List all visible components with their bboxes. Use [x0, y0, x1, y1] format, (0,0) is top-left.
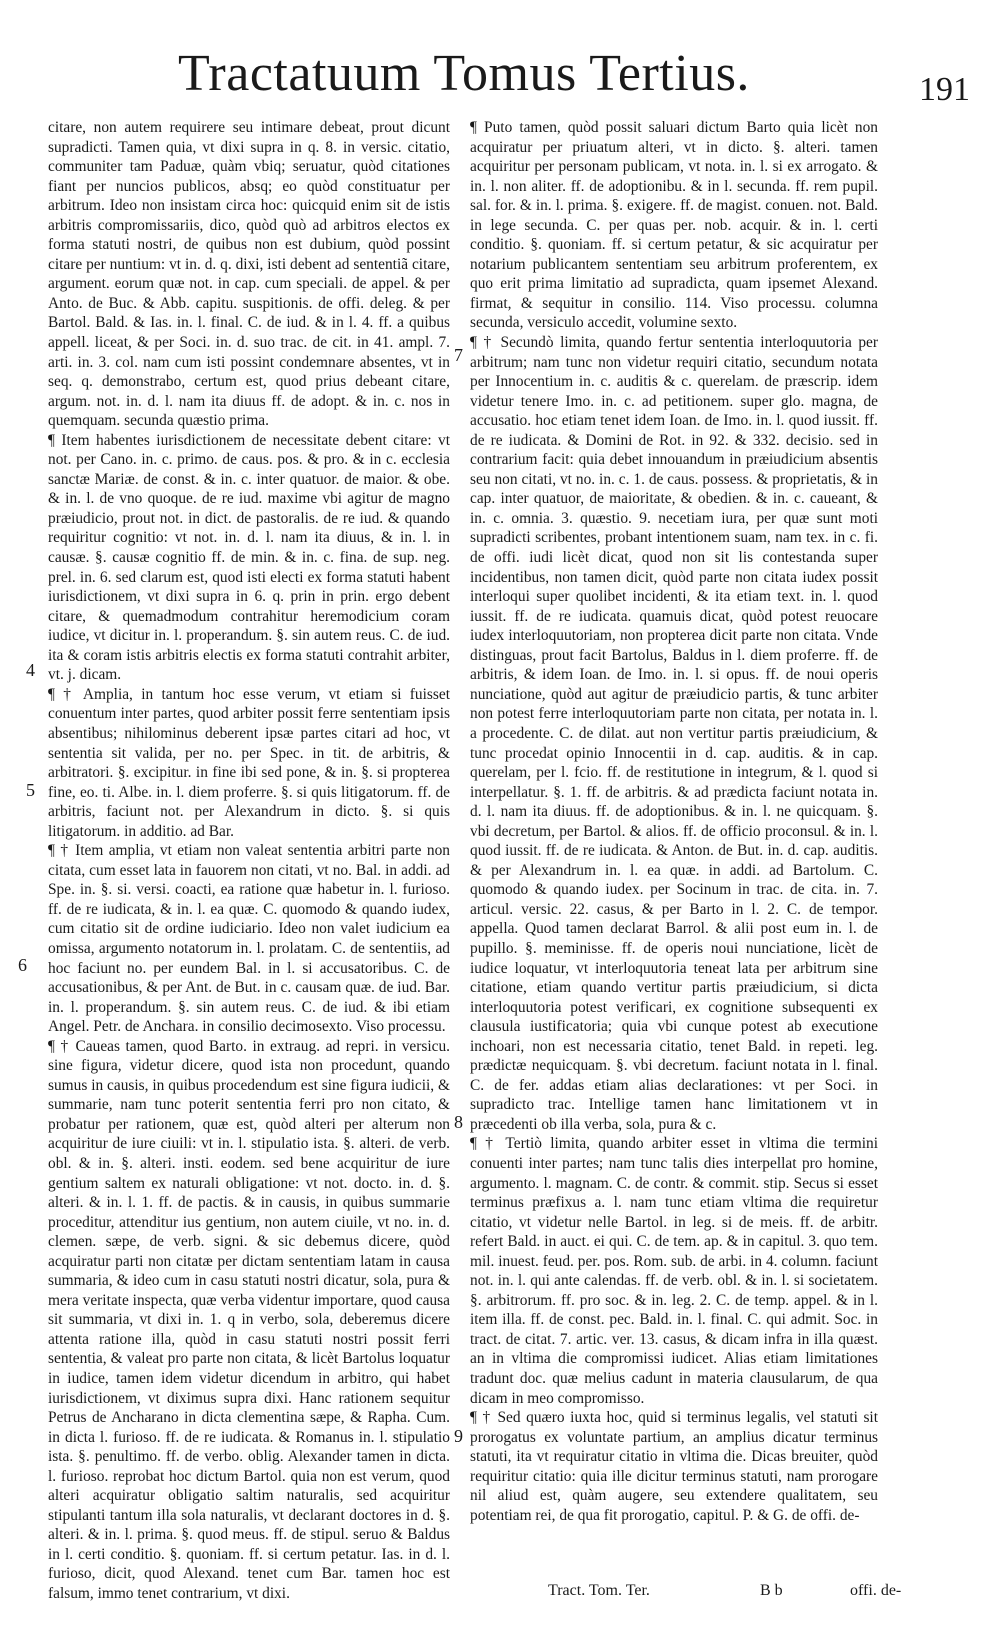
right-paragraph: ¶ † Sed quæro iuxta hoc, quid si terminus legalis, vel statuti sit prorogatus ex voluntate partium, an amplius dicatur terminus statuti, ita vt requiratur citatio in vltima die. Dicas breuiter, quòd requiritur citatio: quia ille dicitur terminus statuti, nam prorogare nil aliud est, quàm augere, seu extendere qualitatem, seu potentiam rei, de qua fit prorogatio, capitul. P. & G. de offi. de- — [470, 1409, 878, 1524]
right-paragraph: ¶ † Tertiò limita, quando arbiter esset in vltima die termini conuenti inter partes; nam tunc talis dies interpellat pro homine, argumento. l. magnam. C. de contr. & commit. stip. Secus si esset terminus præfixus a. l. nam tunc etiam vltima die requiretur citatio, vt videtur nelle Bartol. in leg. si de meis. ff. de arbitr. refert Bald. in auct. ei qui. C. de tem. ap. & in capitul. 3. quo tem. mil. inuest. feud. per. pos. Rom. sub. de arbi. in 4. column. faciunt not. in. l. qui ante calendas. ff. de verb. obl. & in. l. si societatem. §. arbitrorum. ff. pro soc. & in. leg. 2. C. de temp. appel. & in l. item illa. ff. de const. pec. Bald. in. l. final. C. qui admit. Soc. in tract. de citat. 7. artic. ver. 13. casus, & dicam infra in illa quæst. an in vltima die compromissi iudicet. Alias etiam limitationes tradunt doc. quæ melius cadunt in materia clausularum, de qua dicam in meo compromisso. — [470, 1135, 878, 1407]
left-paragraph: citare, non autem requirere seu intimare debeat, prout dicunt supradicti. Tamen quia, vt dixi supra in q. 8. in versic. citatio, communiter tam Paduæ, quàm vbiq; seruatur, quòd citationes fiant per nuncios publicos, absq; eo quòd constituatur per arbitrum. Ideo non insistam circa hoc: quicquid enim sit de istis arbitris compromissariis, dico, quòd quò ad arbitros electos ex forma statuti nostri, de quibus non est dubium, quòd possint citare per nuntium: vt in. d. q. dixi, isti debent ad sententiã citare, argument. eorum quæ not. in cap. cum speciali. de appel. & per Anto. de Buc. & Abb. capitu. suspitionis. de offi. deleg. & per Bartol. Bald. & Ias. in. l. final. C. de iud. & in l. 4. ff. a quibus appell. liceat, & per Soci. in. d. suo trac. de cit. in 41. ampl. 7. arti. in. 3. col. nam cum isti possint condemnare absentes, vt in seq. q. demonstrabo, certum est, quod prius debeant citare, argum. not. in. d. l. nam ita diuus ff. de adopt. & in. c. nos in quemquam. secunda quæstio prima. — [48, 119, 450, 430]
margin-number: 5 — [26, 780, 35, 800]
left-paragraph: ¶ † Amplia, in tantum hoc esse verum, vt etiam si fuisset conuentum inter partes, quod arbiter possit ferre sententiam ipsis absentibus; nihilominus deberent ipsæ partes citari ad hoc, vt sententia sit valida, per no. per Spec. in tit. de arbitris, & arbitratori. §. excipitur. in fine ibi sed pone, & in. §. si propterea fine, eo. ti. Albe. in. l. diem proferre. §. si quis litigatorum. ff. de arbitris, faciunt not. per Alexandrum in dicto. §. si quis litigatorum. in additio. ad Bar. — [48, 685, 450, 840]
left-column — [48, 118, 450, 1603]
left-paragraph: ¶ † Caueas tamen, quod Barto. in extraug. ad repri. in versicu. sine figura, videtur dicere, quod ista non procedunt, quando sumus in causis, in quibus procedendum est sine figura iudicii, & summarie, nam tunc poterit sententia ferri pro non citato, & probatur per rationem, quæ est, quòd alteri per alterum non acquiritur de iure ciuili: vt in. l. stipulatio ista. §. alteri. de verb. obl. & in. §. alteri. insti. eodem. sed bene acquiritur de iure gentium saltem ex naturali obligatione: vt not. docto. in. d. §. alteri. & in. l. 1. ff. de pactis. & in causis, in quibus summarie proceditur, attenditur ius gentium, non autem ciuile, vt no. in. d. clemen. sæpe, de verb. signi. & sic debemus dicere, quòd acquiratur parti non citatæ per dictam sententiam latam in causa summaria, & ideo cum in casu statuti nostri dicatur, sola, pura & mera veritate inspecta, quæ verba videntur importare, quod causa sit summaria, vt dixi in. 1. q in verbo, sola, deberemus dicere attenta ratione illa, quòd in casu statuti nostri possit ferri sententia, & valeat pro parte non citata, & licèt Bartolus loquatur in iudice, tamen idem videtur dicendum in arbitro, qui habet iurisdictionem, vt diximus supra dixi. Hanc rationem sequitur Petrus de Ancharano in dicta clementina sæpe, & Rapha. Cum. in dicta l. furioso. ff. de re iudicata. & Romanus in. l. stipulatio ista. §. penultimo. ff. de verbo. oblig. Alexander tamen in dicta. l. furioso. reprobat hoc dictum Bartol. quia non est verum, quod alteri acquiratur obligatio saltim naturalis, sed acquiritur stipulanti tantum illa sola naturalis, vt declarant doctores in d. §. alteri. & in. l. prima. §. quod meus. ff. de stipul. seruo & Baldus in l. certi conditio. §. quoniam. ff. si certum petatur. Ias. in d. l. furioso, dicit, quod Alexand. tenet cum Bar. tamen hoc est falsum, immo tenet contrarium, vt dixi. — [48, 1037, 450, 1603]
right-column — [470, 118, 878, 1538]
running-title: Tractatuum Tomus Tertius. — [178, 45, 750, 102]
right-paragraph: ¶ Puto tamen, quòd possit saluari dictum Barto quia licèt non acquiratur per priuatum alteri, vt in dicto. §. alteri. tamen acquiritur per personam publicam, vt nota. in. l. si ex arrogato. & in. l. non aliter. ff. de adoptionibu. & in l. secunda. ff. rem pupil. sal. for. & in. l. prima. §. exigere. ff. de magist. conuen. not. Bald. in lege secunda. C. per quas per. nob. acquir. & in. l. certi conditio. §. quoniam. ff. si certum petatur, & sic acquiratur per notarium publicantem sententiam seu arbitrum proferentem, ex quo erit prima limitatio ad supradicta, quam ipsemet Alexand. firmat, & sequitur in consilio. 114. Viso processu. columna secunda, versiculo accedit, volumine sexto. — [470, 119, 878, 332]
margin-number: 4 — [26, 660, 35, 680]
signature-line: Tract. Tom. Ter. — [548, 1582, 650, 1599]
signature-mark: B b — [760, 1582, 783, 1599]
left-paragraph: ¶ Item habentes iurisdictionem de necessitate debent citare: vt not. per Cano. in. c. primo. de caus. pos. & pro. & in c. ecclesia sanctæ Mariæ. de const. & in. c. inter quatuor. de maior. & obe. & in. l. de vno quoque. de re iud. maxime vbi agitur de magno præiudicio, prout not. in dict. de pastoralis. de re iud. & quando requiritur cognitio: vt not. in. d. l. nam ita diuus, & in. l. in causæ. §. causæ cognitio ff. de min. & in. c. fina. de sup. neg. prel. in. 6. sed clarum est, quod isti electi ex forma statuti habent iurisdictionem, vt dixi supra in 6. q. prin in prin. ergo debent citare, & quemadmodum contrahitur heremodicium coram iudice, vt dicitur in. l. properandum. §. sin autem reus. C. de iud. ita & coram istis arbitris electis ex forma statuti contrahit arbiter, vt. j. dicam. — [48, 431, 450, 684]
margin-number: 7 — [454, 345, 463, 365]
page-number: 191 — [919, 71, 970, 108]
catchword: offi. de- — [850, 1582, 902, 1599]
right-paragraph: ¶ † Secundò limita, quando fertur sententia interloquutoria per arbitrum; nam tunc non videtur requiri citatio, secundum notata per Innocentium in. c. auditis & c. querelam. de præscrip. idem videtur tenere Imo. in. c. ad petitionem. super glo. magna, de accusatio. hoc etiam tenet idem Ioan. de Imo. in. l. quod iussit. ff. de re iudicata. & Domini de Rot. in 92. & 332. decisio. sed in contrarium facit: quia debet innouandum in præiudicium absentis seu non citati, vt no. in. c. 1. de caus. possess. & proprietatis, & in cap. inter quatuor, de maioritate, & obedien. & in. c. caueant, & in. c. omnia. 3. quæstio. 9. necetiam iura, per quæ sunt moti supradicti scribentes, probant intentionem suam, nam tex. in c. fi. de offi. iudi licèt dicat, quod non sit lis contestanda super incidentibus, non tamen dicit, quòd parte non citata iudex possit interloqui super quolibet incidenti, & ita etiam text. in. l. quod iussit. ff. de re iudicata. quamuis dicat, quòd potest reuocare iudex interloquutoriam, non propterea dicit parte non citata. Vnde distinguas, prout facit Bartolus, Baldus in l. diem proferre. ff. de arbitris, & idem Ioan. de Imo. in. l. si opus. ff. de noui operis nunciatione, quòd aut agitur de præiudicio partis, & tunc arbiter non potest ferre interloquutoriam parte non citata, per notata in. l. a procedente. C. de dilat. aut non vertitur partis præiudicium, & tunc procedat opinio Innocentii in d. cap. auditis. & in cap. querelam, per l. fcio. ff. de restitutione in integrum, & l. quod si interpellatur. §. 1. ff. de arbitris. & ad prædicta faciunt notata in. d. l. nam ita diuus. ff. de adoptionibus. & in. l. ne quicquam. §. vbi decretum, per Bartol. & alios. ff. de officio proconsul. & in. l. quod iussit. ff. de re iudicata. & Anton. de But. in. d. cap. auditis. & per Alexandrum in. l. ea quæ. in addi. ad Bartolum. C. quomodo & quando iudex. per Socinum in trac. de cita. in. 7. articul. versic. 22. casus, & per Barto in l. 2. C. de tempor. appella. Quod tamen declarat Barrol. & alii post eum in. l. de pupillo. §. meminisse. ff. de operis noui nunciatione, licèt de iudice loquatur, vt interloquutoria teneat lata per arbitrum sine citatione, etiam quando vertitur partis præiudicium, si dicta interloquutoria potest verificari, ex cognitione subsequenti ex clausula iustificatoria; quia vbi cunque potest ab executione inchoari, non est necessaria citatio, tenet Bald. in repeti. leg. prædictæ nequicquam. §. vbi decretum. faciunt notata in l. final. C. de fer. addas etiam alias declarationes: vt per Soci. in supradicto trac. Intellige tamen hanc limitationem vt in præcedenti ob illa verba, sola, pura & c. — [470, 334, 878, 1133]
left-paragraph: ¶ † Item amplia, vt etiam non valeat sententia arbitri parte non citata, cum esset lata in fauorem non citati, vt no. Bal. in addi. ad Spe. in. §. si. versi. coacti, ea ratione quæ habetur in. l. furioso. ff. de re iudicata, & in. l. ea quæ. C. quomodo & quando iudex, cum citatio sit de ordine iudiciario. Ideo non valet iudicium ea omissa, argumento notatorum in. l. prolatam. C. de sententiis, ad hoc faciunt no. per eundem Bal. in l. si accusatoribus. C. de accusationibus, & per Ant. de But. in c. causam quæ. de iud. Bar. in. l. properandum. §. sin autem reus. C. de iud. & ibi etiam Angel. Petr. de Anchara. in consilio decimosexto. Viso processu. — [48, 842, 450, 1036]
margin-number: 9 — [454, 1426, 463, 1446]
margin-number: 8 — [454, 1112, 463, 1132]
margin-number: 6 — [18, 955, 27, 975]
